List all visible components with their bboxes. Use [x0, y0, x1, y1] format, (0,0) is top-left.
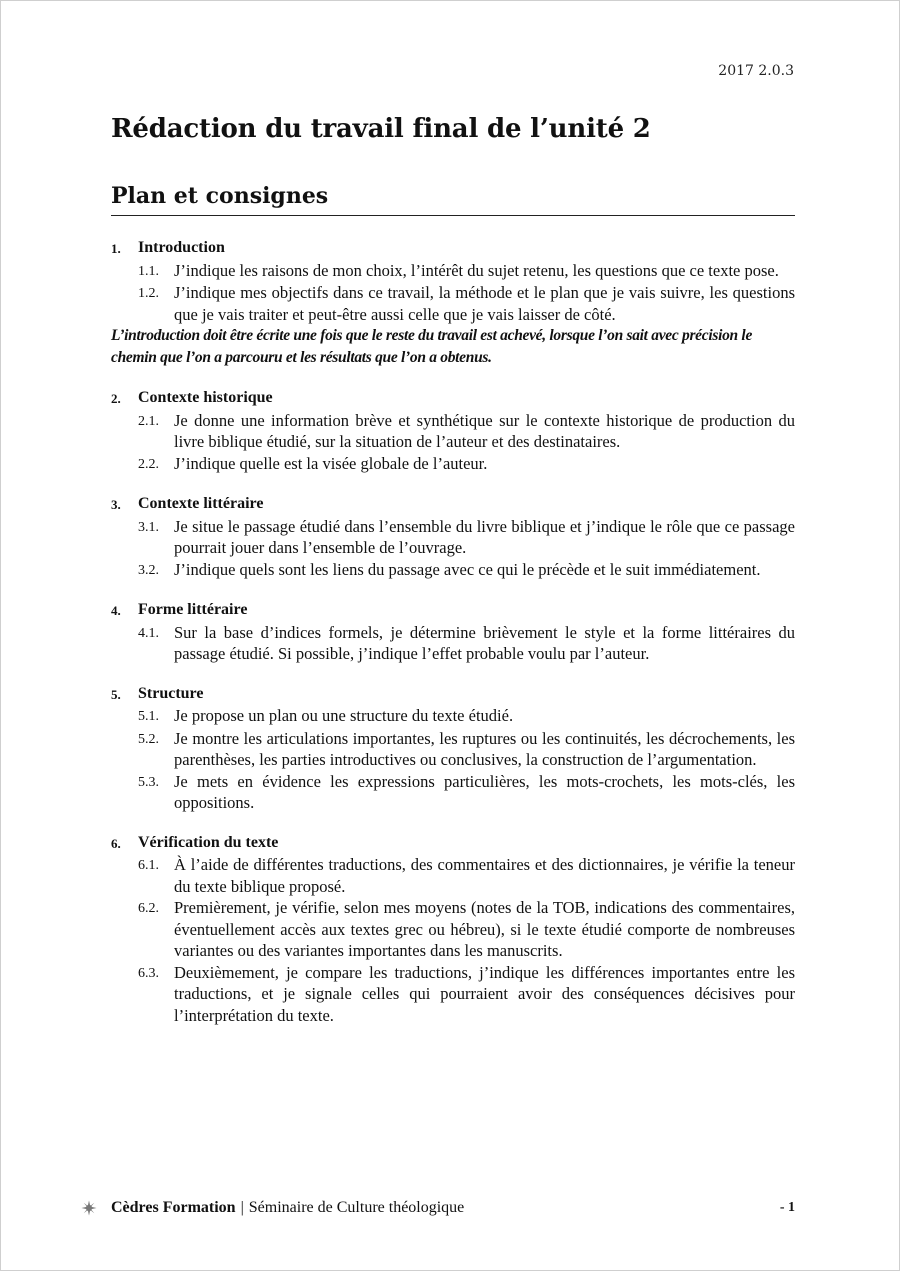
item-number: 5.2.	[138, 731, 159, 747]
item-text: J’indique quelle est la visée globale de l’auteur.	[174, 453, 488, 473]
footer-separator: |	[240, 1199, 244, 1216]
item-text: Sur la base d’indices formels, je détermine brièvement le style et la forme littéraires du passage étudié. Si possible, j’indique l’effet probable voulu par l’auteur.	[174, 622, 795, 663]
item-number: 4.1.	[138, 625, 159, 641]
item-text: J’indique mes objectifs dans ce travail, la méthode et le plan que je vais suivre, les questions que je vais traiter et peut-être aussi celle que je vais laisser de côté.	[174, 283, 795, 324]
page-number: - 1	[779, 1200, 795, 1215]
section	[111, 387, 795, 475]
section-heading	[111, 832, 795, 855]
item-number: 2.1.	[138, 413, 159, 429]
section-title: Introduction	[138, 239, 225, 256]
item-text: Je donne une information brève et synthétique sur le contexte historique de production du livre biblique étudié, sur la situation de l’auteur et des destinataires.	[174, 410, 795, 451]
section-title: Forme littéraire	[138, 601, 248, 618]
instructions-list	[111, 237, 795, 1044]
list-item	[138, 516, 795, 559]
item-number: 3.2.	[138, 562, 159, 578]
list-item	[138, 962, 795, 1027]
list-item	[138, 897, 795, 962]
page-title: Rédaction du travail final de l’unité 2	[111, 114, 651, 144]
version-label: 2017 2.0.3	[718, 63, 794, 79]
section-title: Structure	[138, 684, 204, 702]
list-item	[138, 410, 795, 453]
cedar-logo-icon	[81, 1200, 97, 1216]
section-title: Contexte historique	[138, 389, 273, 406]
page-subtitle: Plan et consignes	[111, 183, 329, 209]
item-text: J’indique quels sont les liens du passage avec ce qui le précède et le suit immédiatement.	[174, 559, 761, 579]
list-item	[138, 622, 795, 665]
section	[111, 683, 795, 814]
item-number: 6.2.	[138, 901, 159, 916]
section-heading	[111, 599, 795, 622]
section-number: 1.	[111, 241, 121, 256]
page-footer	[81, 1199, 795, 1217]
list-item	[138, 771, 795, 814]
list-item	[138, 705, 795, 728]
section-number: 3.	[111, 497, 121, 512]
section	[111, 832, 795, 1027]
section-heading	[111, 683, 795, 706]
footer-org: Cèdres Formation	[111, 1199, 236, 1216]
item-number: 5.1.	[138, 709, 159, 724]
section-heading	[111, 237, 795, 260]
list-item	[138, 453, 795, 476]
section-heading	[111, 387, 795, 410]
list-item	[138, 854, 795, 897]
item-text: Je mets en évidence les expressions particulières, les mots-crochets, les mots-clés, les oppositions.	[174, 771, 795, 812]
item-number: 2.2.	[138, 456, 159, 472]
section	[111, 599, 795, 665]
item-number: 6.3.	[138, 965, 159, 981]
item-text: Premièrement, je vérifie, selon mes moyens (notes de la TOB, indications des commentaires, éventuellement accès aux textes grec ou hébreu), si le texte étudié comporte de nombreuses variantes ou des variantes importantes dans les manuscrits.	[174, 898, 795, 960]
item-number: 6.1.	[138, 858, 159, 873]
item-number: 1.1.	[138, 263, 159, 279]
section-heading	[111, 493, 795, 516]
section-number: 4.	[111, 603, 121, 618]
section-number: 2.	[111, 391, 121, 406]
item-text: Je montre les articulations importantes, les ruptures ou les continuités, les décrochements, les parenthèses, les parties introductives ou conclusives, la construction de l’argumentation.	[174, 728, 795, 769]
item-number: 3.1.	[138, 519, 159, 535]
footer-program: Séminaire de Culture théologique	[248, 1199, 465, 1216]
item-text: Je situe le passage étudié dans l’ensemble du livre biblique et j’indique le rôle que ce passage pourrait jouer dans l’ensemble de l’ouvrage.	[174, 516, 795, 557]
item-number: 1.2.	[138, 286, 159, 301]
list-item	[138, 282, 795, 325]
list-item	[138, 260, 795, 283]
item-text: Deuxièmement, je compare les traductions, j’indique les différences importantes entre les traductions, et je signale celles qui pourraient avoir des conséquences décisives pour l’interprétation du texte.	[174, 962, 795, 1025]
section-note: L’introduction doit être écrite une fois que le reste du travail est achevé, lorsque l’on sait avec précision le chemin que l’on a parcouru et les résultats que l’on a obtenus.	[111, 327, 753, 366]
section-title: Vérification du texte	[138, 833, 279, 851]
list-item	[138, 559, 795, 582]
section	[111, 493, 795, 581]
item-text: À l’aide de différentes traductions, des commentaires et des dictionnaires, je vérifie la teneur du texte biblique proposé.	[174, 855, 795, 896]
section	[111, 237, 795, 369]
item-number: 5.3.	[138, 774, 159, 790]
section-title: Contexte littéraire	[138, 495, 264, 512]
section-number: 5.	[111, 686, 121, 702]
item-text: Je propose un plan ou une structure du texte étudié.	[174, 706, 514, 725]
subtitle-rule	[111, 181, 795, 216]
item-text: J’indique les raisons de mon choix, l’intérêt du sujet retenu, les questions que ce texte pose.	[174, 260, 779, 280]
section-number: 6.	[111, 835, 121, 851]
list-item	[138, 728, 795, 771]
